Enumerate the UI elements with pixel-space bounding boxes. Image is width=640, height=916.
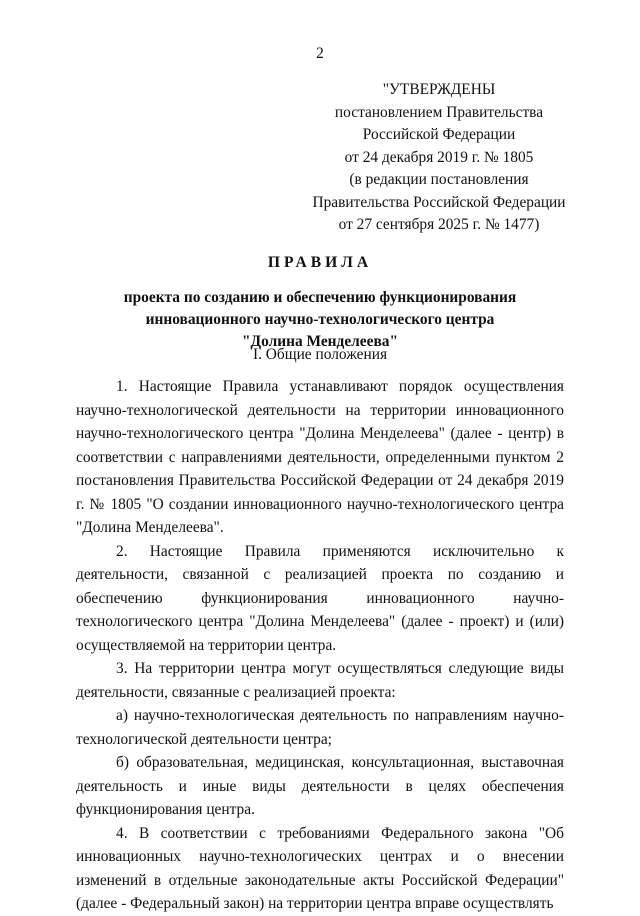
document-subtitle-line: проекта по созданию и обеспечению функционирования	[123, 288, 517, 306]
approval-line: Российской Федерации	[362, 126, 516, 143]
document-subtitle-line: инновационного научно-технологического центра	[145, 310, 495, 328]
page-number: 2	[316, 45, 324, 62]
section-heading: I. Общие положения	[252, 346, 388, 363]
paragraph: 2. Настоящие Правила применяются исключительно к деятельности, связанной с реализацией проекта по созданию и обеспечению функционирования инновационного научно-технологического центра "Долина Менделеева" (далее - проект) и (или) осуществляемой на территории центра.	[76, 542, 564, 654]
approval-line: постановлением Правительства	[334, 103, 544, 121]
paragraph: 3. На территории центра могут осуществляться следующие виды деятельности, связанные с реализацией проекта:	[76, 660, 564, 701]
approval-line: "УТВЕРЖДЕНЫ	[382, 81, 496, 98]
document-subtitle-line: "Долина Менделеева"	[241, 332, 399, 350]
approval-block	[296, 79, 582, 237]
approval-line: от 24 декабря 2019 г. № 1805	[344, 148, 534, 166]
document-title: ПРАВИЛА	[267, 254, 373, 271]
approval-line: Правительства Российской Федерации	[312, 193, 566, 211]
approval-line: от 27 сентября 2025 г. № 1477)	[338, 216, 540, 233]
approval-line: (в редакции постановления	[349, 171, 529, 188]
document-title-block	[76, 251, 564, 353]
paragraph: 1. Настоящие Правила устанавливают порядок осуществления научно-технологической деятельности на территории инновационного научно-технологического центра "Долина Менделеева" (далее - центр) в соответствии с направлениями деятельности, определенными пунктом 2 постановления Правительства Российской Федерации от 24 декабря 2019 г. № 1805 "О создании инновационного научно-технологического центра "Долина Менделеева".	[76, 378, 564, 536]
paragraph: б) образовательная, медицинская, консультационная, выставочная деятельность и иные виды деятельности в целях обеспечения функционирования центра.	[76, 754, 564, 818]
paragraph: 4. В соответствии с требованиями Федерального закона "Об инновационных научно-технологических центрах и о внесении изменений в отдельные законодательные акты Российской Федерации" (далее - Федеральный закон) на территории центра вправе осуществлять	[76, 824, 564, 912]
paragraph: а) научно-технологическая деятельность по направлениям научно-технологической деятельности центра;	[76, 707, 564, 748]
document-body	[76, 375, 564, 916]
